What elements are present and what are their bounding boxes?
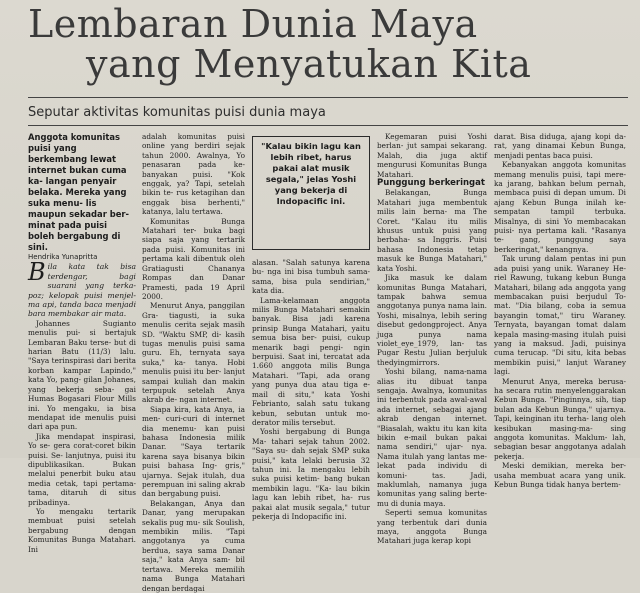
body-paragraph: Belakangan, Bunga Matahari juga membentuk milis lain berna- ma The Coret. "Kalau itu milis khusus untuk puisi yang berbaha- sa Inggris. Puisi bahasa Indonesia tetap masuk ke Bunga Matahari," kata Yoshi.	[377, 188, 487, 273]
subtitle-rule	[28, 125, 628, 126]
body-paragraph: Yoshi bilang, nama-nama alias itu dibuat tanpa sengaja. Awalnya, komunitas ini terbentuk pada awal-awal ada internet, sebagai ajang akrab dengan internet. "Biasalah, waktu itu kan kita bikin e-mail bukan pakai nama sendiri," ujar- nya. Nama itulah yang lantas me- lekat pada individu di komuni- tas. Jadi, maklumlah, namanya juga komunitas yang saling berte- mu di dunia maya.	[377, 367, 487, 508]
body-paragraph: Meski demikian, mereka ber- usaha membuat acara yang unik. Kebun Bunga tidak hanya bertem-	[494, 461, 626, 490]
lead-paragraph: Anggota komunitas puisi yang berkembang lewat internet bukan cuma ka- langan penyair belaka. Mereka yang suka menu- lis maupun sekadar ber- minat pada puisi boleh bergabung di sini.	[28, 132, 130, 252]
body-paragraph: adalah komunitas puisi online yang berdiri sejak tahun 2000. Awalnya, Yo penasaran pada ke- banyakan puisi. "Kok enggak, ya? Tapi, setelah bikin te- rus ketagihan dan enggak bisa berhenti," katanya, lalu tertawa.	[142, 132, 245, 217]
column-5	[494, 132, 626, 490]
headline-line-1: Lembaran Dunia Maya	[28, 2, 478, 46]
column-2	[142, 132, 245, 593]
column-3	[252, 258, 370, 521]
body-paragraph: Tak urung dalam pentas ini pun ada puisi yang unik. Waraney He- riel Rawung, tukang kebun Bunga Matahari, bilang ada anggota yang membacakan puisi berjudul To- mat. "Dia bilang, coba ia semua bayangin tomat," tiru Waraney. Ternyata, bayangan tomat dalam kepala masing-masing itulah puisi yang ia maksud. Jadi, puisinya cuma terucap. "Di situ, kita bebas membikin puisi," lanjut Waraney lagi.	[494, 254, 626, 377]
body-paragraph: Yoshi bergabung di Bunga Ma- tahari sejak tahun 2002. "Saya su- dah sejak SMP suka puisi," kata lelaki berusia 32 tahun ini. Ia mengaku lebih suka puisi ketim- bang bukan membikin lagu. "Ka- lau bikin lagu kan lebih ribet, ha- rus pakai alat musik segala," tutur pekerja di Indopacific ini.	[252, 427, 370, 521]
body-paragraph: Belakangan, Anya dan Danar, yang merupakan sekalis pug mu- sik Soulish, membikin milis. "Tapi anggotanya ya cuma berdua, saya sama Danar saja," kata Anya sam- bil tertawa. Mereka memilih nama Bunga Matahari dengan berdagai	[142, 498, 245, 593]
body-paragraph: Jika mendapat inspirasi, Yo se- gera corat-coret bikin puisi. Se- lanjutnya, puisi itu dipublikasikan. Bukan melalui penerbit buku atau media cetak, tapi pertama-tama, ditaruh di situs pribadinya.	[28, 431, 136, 507]
body-paragraph: Lama-kelamaan anggota milis Bunga Matahari semakin banyak. Bisa jadi karena prinsip Bunga Matahari, yaitu semua bisa ber- puisi, cukup menarik bagi pengi- ngin berpuisi. Saat ini, tercatat ada 1.660 anggota milis Bunga Matahari. "Tapi, ada orang yang punya dua atau tiga e-mail di situ," kata Yoshi Febrianto, salah satu tukang kebun, sebutan untuk mo- derator milis tersebut.	[252, 295, 370, 427]
drop-cap: B	[28, 258, 46, 287]
body-paragraph: Menurut Anya, mereka berusa- ha secara rutin menyelenggarakan Kebun Bunga. "Pinginnya, sih, tiap bulan ada Kebun Bunga," ujarnya. Tapi, keinginan itu terha- lang oleh kesibukan masing-ma- sing anggota komunitas. Maklum- lah, sebagian besar anggotanya adalah pekerja.	[494, 376, 626, 461]
column-1	[28, 132, 136, 554]
body-paragraph: Kebanyakan anggota komunitas memang menulis puisi, tapi mere- ka jarang, bahkan belum pernah, membaca puisi di depan umum. Di ajang Kebun Bunga inilah ke- sempatan tampil terbuka. Misalnya, di sini Yo membacakan puisi- nya pertama kali. "Rasanya te- gang, punggung saya berkeringat," kenangnya.	[494, 160, 626, 254]
body-paragraph: Seperti semua komunitas yang terbentuk dari dunia maya, anggota Bunga Matahari juga kerap kopi	[377, 508, 487, 546]
body-paragraph: alasan. "Salah satunya karena bu- nga ini bisa tumbuh sama-sama, bisa pula sendirian," kata dia.	[252, 258, 370, 296]
body-paragraph: Jika masuk ke dalam komunitas Bunga Matahari, tampak bahwa semua anggotanya punya nama lain. Yoshi, misalnya, lebih sering disebut gedongproject. Anya juga punya nama violet_eye_1979, lan- tas Pugar Restu Julian berjuluk thedyingmirrors.	[377, 273, 487, 367]
headline-line-2: yang Menyatukan Kita	[86, 42, 532, 86]
headline-rule	[28, 97, 628, 98]
body-paragraph: Johannes Sugianto menulis pui- si bertajuk Lembaran Baku terse- but di harian Batu (11/3) lalu. "Saya terinspirasi dari berita korban kampar Lapindo," kata Yo, pang- gilan Johanes, yang bekerja seba- gai Humas Bogasari Flour Mills ini. Yo mengaku, ia bisa mendapat ide menulis puisi dari apa pun.	[28, 318, 136, 432]
column-4	[377, 132, 487, 546]
subtitle: Seputar aktivitas komunitas puisi dunia maya	[28, 105, 326, 120]
body-paragraph: Komunitas Bunga Matahari ter- buka bagi siapa saja yang tertarik pada puisi. Komunitas ini pertama kali dibentuk oleh Gratiagusti Chananya Rompas dan Danar Pramesti, pada 19 April 2000.	[142, 216, 245, 301]
body-paragraph: Yo mengaku tertarik membuat puisi setelah bergabung dengan Komunitas Bunga Matahari. Ini	[28, 506, 136, 554]
section-subhead: Punggung berkeringat	[377, 178, 485, 189]
body-paragraph: Kegemaran puisi Yoshi berlan- jut sampai sekarang. Malah, dia juga aktif mengurusi Komunitas Bunga Matahari.	[377, 132, 487, 179]
body-paragraph: Menurut Anya, panggilan Gra- tiagusti, ia suka menulis cerita sejak masih SD. "Waktu SMP, di- kasih tugas menulis puisi sama guru. Eh, ternyata saya suka," ka- tanya. Hobi menulis puisi itu ber- lanjut sampai kuliah dan makin terpupuk setelah Anya akrab de- ngan internet.	[142, 301, 245, 405]
headline	[28, 4, 628, 84]
body-paragraph: darat. Bisa diduga, ajang kopi da- rat, yang dinamai Kebun Bunga, menjadi pentas baca puisi.	[494, 132, 626, 160]
intro-paragraph: Bila kata tak bisa terdengar, bagi suarani yang terka- poz; kelopak puisi menjel- ma api, tanda baca menjadi bara membakar air mata.	[28, 258, 136, 319]
body-paragraph: Siapa kira, kata Anya, ia men- curi-curi di internet dia menemu- kan puisi bahasa Indonesia milik Danar. "Saya tertarik karena saya bisanya bikin puisi bahasa Ing- gris," ujarnya. Sejak itulah, dua perempuan ini saling akrab dan bergabung puisi.	[142, 404, 245, 499]
pull-quote: "Kalau bikin lagu kan lebih ribet, harus pakai alat musik segala," jelas Yoshi yang bekerja di Indopacific ini.	[252, 136, 370, 250]
byline: Hendrika Yunapritta	[28, 253, 98, 261]
